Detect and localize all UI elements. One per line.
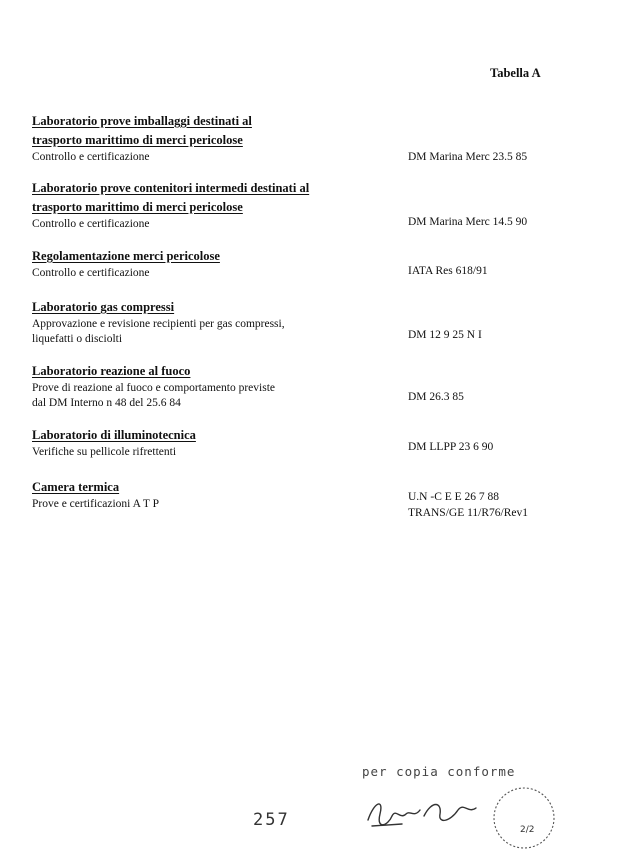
section-title: trasporto marittimo di merci pericolose (32, 133, 243, 147)
section-description: Approvazione e revisione recipienti per gas compressi, (32, 318, 285, 330)
section-description: Controllo e certificazione (32, 218, 150, 230)
section-reazione-fuoco (32, 362, 592, 411)
section-title: Camera termica (32, 480, 120, 494)
section-reference: DM 12 9 25 N I (408, 329, 482, 341)
section-reference: DM LLPP 23 6 90 (408, 441, 494, 453)
section-imballaggi (32, 112, 592, 165)
section-reference: DM 26.3 85 (408, 391, 464, 403)
section-reference: DM Marina Merc 23.5 85 (408, 151, 528, 163)
section-description: Controllo e certificazione (32, 267, 150, 279)
section-description: Prove di reazione al fuoco e comportamento previste (32, 382, 276, 394)
handwritten-signature (368, 804, 476, 826)
section-description: liquefatti o disciolti (32, 333, 123, 345)
section-title: Laboratorio di illuminotecnica (32, 428, 196, 442)
section-gas-compressi (32, 298, 592, 347)
section-title: Laboratorio prove contenitori intermedi destinati al (32, 181, 310, 195)
section-description: Verifiche su pellicole rifrettenti (32, 446, 177, 458)
section-title: Laboratorio prove imballaggi destinati al (32, 114, 252, 128)
section-title: Regolamentazione merci pericolose (32, 249, 220, 263)
section-title: Laboratorio gas compressi (32, 300, 175, 314)
section-description: Controllo e certificazione (32, 151, 150, 163)
section-description: Prove e certificazioni A T P (32, 498, 160, 510)
section-illuminotecnica (32, 426, 592, 460)
stamp-text: per copia conforme (362, 764, 516, 779)
section-title: Laboratorio reazione al fuoco (32, 364, 191, 378)
section-reference: TRANS/GE 11/R76/Rev1 (408, 507, 529, 519)
page-number: 257 (253, 810, 290, 830)
official-seal (494, 788, 554, 848)
section-merci-pericolose (32, 247, 592, 281)
section-camera-termica (32, 478, 592, 519)
section-description: dal DM Interno n 48 del 25.6 84 (32, 397, 181, 409)
section-title: trasporto marittimo di merci pericolose (32, 200, 243, 214)
stamp-corner: 2/2 (520, 825, 535, 835)
section-reference: DM Marina Merc 14.5 90 (408, 216, 528, 228)
section-reference: U.N -C E E 26 7 88 (408, 491, 500, 503)
signature-stamp (362, 780, 562, 852)
section-reference: IATA Res 618/91 (408, 265, 488, 277)
section-contenitori (32, 179, 592, 232)
table-label: Tabella A (490, 66, 541, 80)
